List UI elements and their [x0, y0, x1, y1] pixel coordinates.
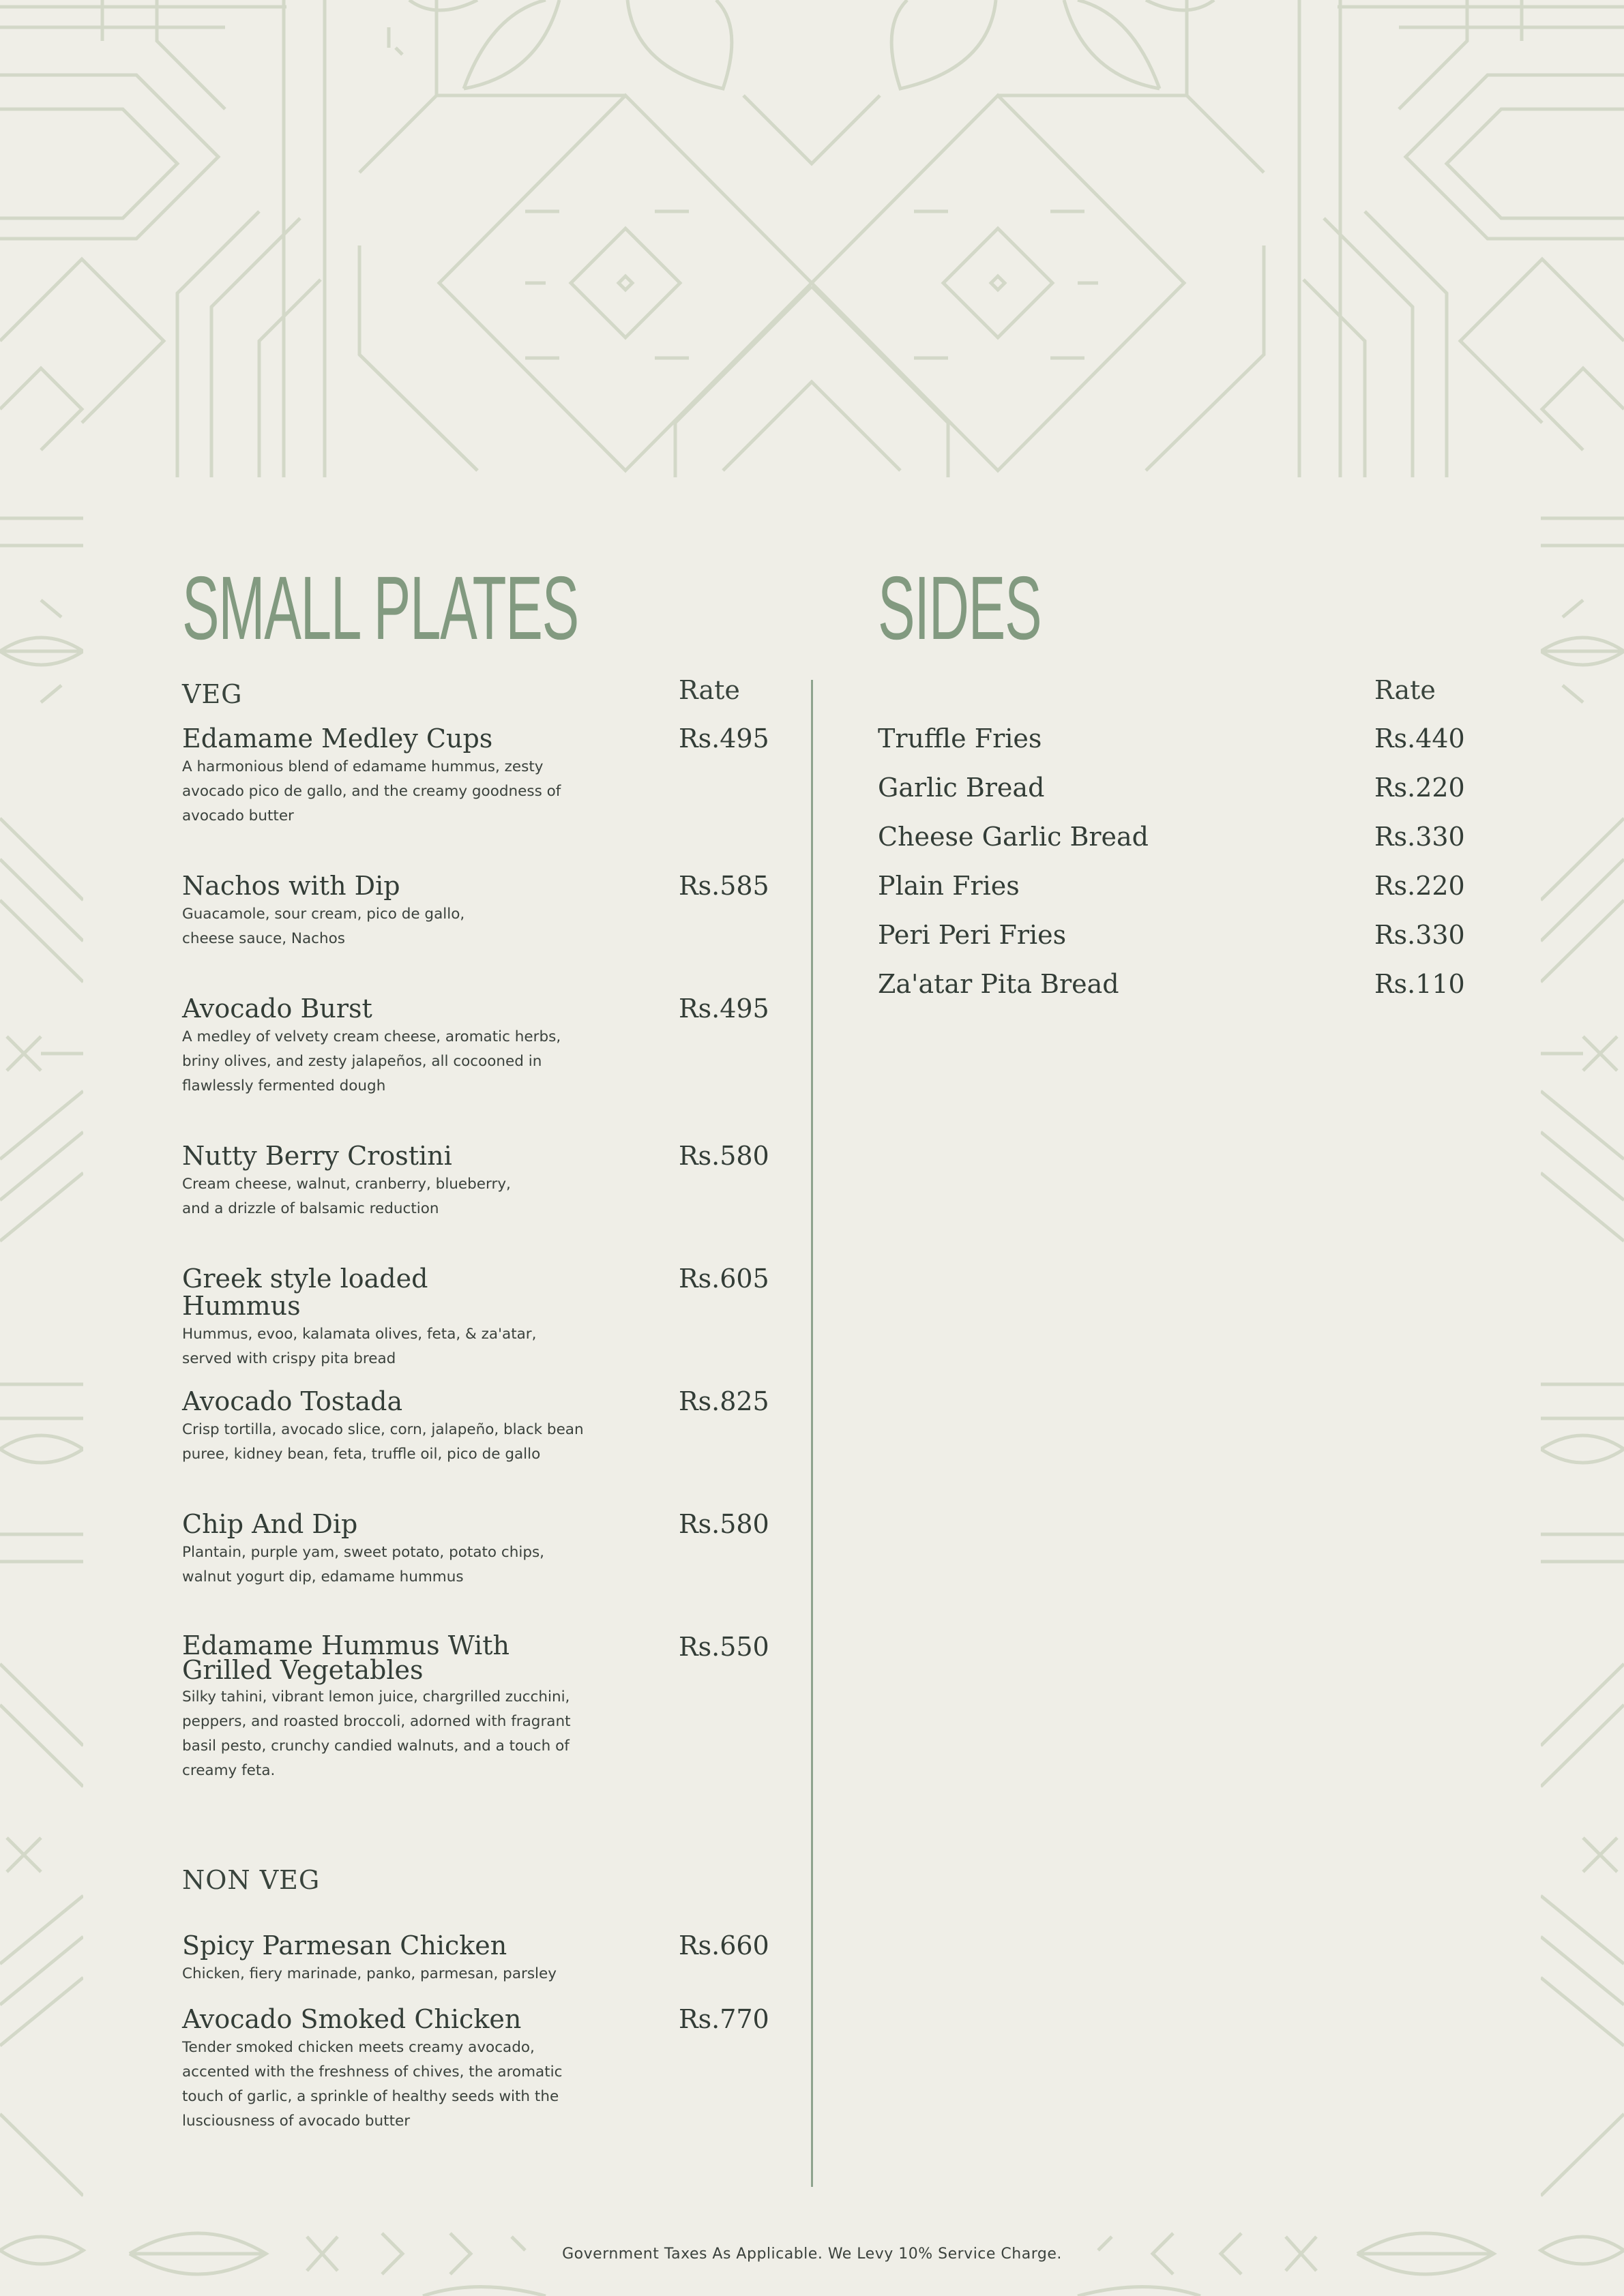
item-price: Rs.495 — [679, 994, 769, 1024]
item-price: Rs.770 — [679, 2004, 769, 2034]
veg-heading: VEG — [182, 679, 243, 709]
item-price: Rs.220 — [1374, 871, 1465, 901]
item-name: Avocado Smoked Chicken — [182, 2004, 522, 2034]
item-name: Cheese Garlic Bread — [878, 822, 1149, 852]
item-name: Edamame Medley Cups — [182, 724, 493, 754]
item-name: Avocado Tostada — [182, 1386, 403, 1416]
menu-item — [182, 2006, 796, 2134]
item-name: Peri Peri Fries — [878, 920, 1067, 950]
item-price: Rs.585 — [679, 871, 769, 901]
item-price: Rs.825 — [679, 1386, 769, 1416]
menu-item — [182, 1265, 796, 1371]
side-item — [878, 725, 1492, 759]
item-name: Nutty Berry Crostini — [182, 1141, 452, 1171]
item-name: Truffle Fries — [878, 724, 1042, 754]
item-description: Crisp tortilla, avocado slice, corn, jalapeño, black bean puree, kidney bean, feta, truffle oil, pico de gallo — [182, 1421, 584, 1463]
item-name: Chip And Dip — [182, 1509, 358, 1539]
menu-item — [182, 1142, 796, 1221]
item-price: Rs.550 — [679, 1632, 769, 1662]
item-price: Rs.330 — [1374, 920, 1465, 950]
item-price: Rs.330 — [1374, 822, 1465, 852]
menu-item — [182, 995, 796, 1099]
item-name: Avocado Burst — [182, 994, 372, 1024]
menu-item — [182, 1388, 796, 1467]
item-description: Guacamole, sour cream, pico de gallo, cheese sauce, Nachos — [182, 906, 465, 947]
item-name: Plain Fries — [878, 871, 1020, 901]
item-name: Greek style loaded Hummus — [182, 1264, 428, 1321]
item-name: Edamame Hummus With Grilled Vegetables — [182, 1630, 510, 1685]
item-price: Rs.660 — [679, 1930, 769, 1960]
side-item — [878, 921, 1492, 955]
item-name: Garlic Bread — [878, 773, 1045, 803]
side-item — [878, 774, 1492, 808]
small-plates-title: SMALL PLATES — [182, 558, 578, 658]
column-divider — [811, 680, 813, 2187]
item-price: Rs.220 — [1374, 773, 1465, 803]
side-item — [878, 823, 1492, 857]
item-price: Rs.580 — [679, 1141, 769, 1171]
item-name: Za'atar Pita Bread — [878, 969, 1119, 999]
menu-item — [182, 725, 796, 829]
side-item — [878, 872, 1492, 906]
item-description: Silky tahini, vibrant lemon juice, chargrilled zucchini, peppers, and roasted broccoli, adorned with fragrant basil pesto, crunchy candied walnuts, and a touch of creamy feta. — [182, 1688, 571, 1779]
nonveg-heading: NON VEG — [182, 1865, 321, 1895]
item-name: Nachos with Dip — [182, 871, 400, 901]
small-plates-rate-heading: Rate — [679, 675, 740, 705]
item-description: Chicken, fiery marinade, panko, parmesan, parsley — [182, 1965, 557, 1982]
menu-item — [182, 872, 796, 951]
menu-item — [182, 1510, 796, 1590]
item-name: Spicy Parmesan Chicken — [182, 1930, 507, 1960]
item-price: Rs.580 — [679, 1509, 769, 1539]
item-price: Rs.495 — [679, 724, 769, 754]
item-description: A medley of velvety cream cheese, aromatic herbs, briny olives, and zesty jalapeños, all cocooned in flawlessly fermented dough — [182, 1028, 561, 1094]
menu-item — [182, 1932, 796, 1986]
item-price: Rs.605 — [679, 1264, 769, 1294]
item-description: Cream cheese, walnut, cranberry, blueberry, and a drizzle of balsamic reduction — [182, 1176, 511, 1217]
item-description: Tender smoked chicken meets creamy avocado, accented with the freshness of chives, the aromatic touch of garlic, a sprinkle of healthy seeds with the lusciousness of avocado butter — [182, 2039, 563, 2130]
footer-note: Government Taxes As Applicable. We Levy 10% Service Charge. — [562, 2246, 1062, 2263]
item-price: Rs.440 — [1374, 724, 1465, 754]
item-description: Hummus, evoo, kalamata olives, feta, & za'atar, served with crispy pita bread — [182, 1326, 537, 1367]
item-description: Plantain, purple yam, sweet potato, potato chips, walnut yogurt dip, edamame hummus — [182, 1544, 545, 1585]
item-price: Rs.110 — [1374, 969, 1465, 999]
item-description: A harmonious blend of edamame hummus, zesty avocado pico de gallo, and the creamy goodness of avocado butter — [182, 758, 561, 824]
side-item — [878, 970, 1492, 1004]
sides-title: SIDES — [878, 558, 1042, 658]
menu-item — [182, 1630, 796, 1783]
sides-rate-heading: Rate — [1374, 675, 1436, 705]
